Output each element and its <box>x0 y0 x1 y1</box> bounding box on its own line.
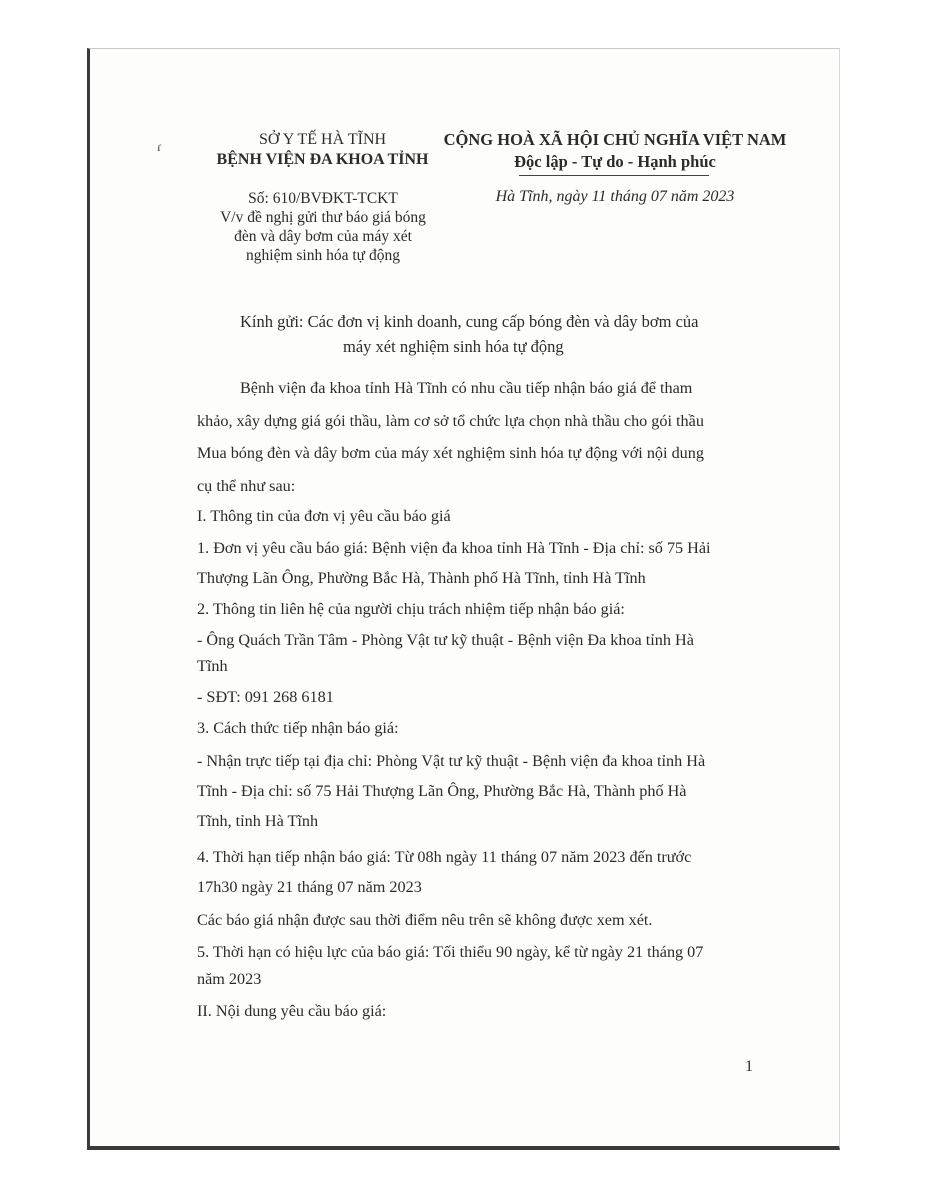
body-line: - Ông Quách Trần Tâm - Phòng Vật tư kỹ thuật - Bệnh viện Đa khoa tỉnh Hà <box>197 631 694 649</box>
national-motto: Độc lập - Tự do - Hạnh phúc <box>514 152 716 171</box>
recipient-block <box>240 309 760 359</box>
subject-line: đèn và dây bơm của máy xét <box>234 228 412 245</box>
agency-header <box>200 130 445 170</box>
intro-line: Bệnh viện đa khoa tỉnh Hà Tĩnh có nhu cầu tiếp nhận báo giá để tham <box>240 379 693 397</box>
body-line: Tĩnh, tỉnh Hà Tĩnh <box>197 812 319 830</box>
body-line: năm 2023 <box>197 970 262 988</box>
intro-line: khảo, xây dựng giá gói thầu, làm cơ sở tổ chức lựa chọn nhà thầu cho gói thầu <box>197 412 704 430</box>
body-line: 17h30 ngày 21 tháng 07 năm 2023 <box>197 878 422 896</box>
document-number: Số: 610/BVĐKT-TCKT <box>248 190 398 207</box>
body-line: Tĩnh - Địa chỉ: số 75 Hải Thượng Lãn Ông, Phường Bắc Hà, Thành phố Hà <box>197 782 687 800</box>
motto-underline <box>519 175 709 176</box>
body-line: 2. Thông tin liên hệ của người chịu trách nhiệm tiếp nhận báo giá: <box>197 600 625 618</box>
document-reference <box>198 189 448 265</box>
intro-line: cụ thể như sau: <box>197 477 296 495</box>
body-line: 5. Thời hạn có hiệu lực của báo giá: Tối thiểu 90 ngày, kể từ ngày 21 tháng 07 <box>197 943 704 961</box>
department-name: SỞ Y TẾ HÀ TĨNH <box>258 131 387 148</box>
section-heading: I. Thông tin của đơn vị yêu cầu báo giá <box>197 507 451 525</box>
hospital-name: BỆNH VIỆN ĐA KHOA TỈNH <box>216 151 429 168</box>
intro-line: Mua bóng đèn và dây bơm của máy xét nghiệm sinh hóa tự động với nội dung <box>197 444 704 462</box>
body-line: Các báo giá nhận được sau thời điểm nêu trên sẽ không được xem xét. <box>197 911 653 929</box>
handwritten-tick-mark: ɾ <box>157 140 162 155</box>
recipient-line: máy xét nghiệm sinh hóa tự động <box>343 337 564 356</box>
phone-line: - SĐT: 091 268 6181 <box>197 688 334 706</box>
body-line: Thượng Lãn Ông, Phường Bắc Hà, Thành phố Hà Tĩnh, tỉnh Hà Tĩnh <box>197 569 646 587</box>
subject-line: nghiệm sinh hóa tự động <box>246 247 400 264</box>
body-line: Tĩnh <box>197 657 228 675</box>
body-line: 1. Đơn vị yêu cầu báo giá: Bệnh viện đa khoa tỉnh Hà Tĩnh - Địa chỉ: số 75 Hải <box>197 539 711 557</box>
body-line: 4. Thời hạn tiếp nhận báo giá: Từ 08h ngày 11 tháng 07 năm 2023 đến trước <box>197 848 692 866</box>
page-number: 1 <box>745 1058 753 1075</box>
section-heading: II. Nội dung yêu cầu báo giá: <box>197 1002 387 1020</box>
body-line: 3. Cách thức tiếp nhận báo giá: <box>197 719 399 737</box>
national-title: CỘNG HOÀ XÃ HỘI CHỦ NGHĨA VIỆT NAM <box>443 130 787 149</box>
body-line: - Nhận trực tiếp tại địa chỉ: Phòng Vật tư kỹ thuật - Bệnh viện đa khoa tỉnh Hà <box>197 752 706 770</box>
subject-line: V/v đề nghị gửi thư báo giá bóng <box>220 209 426 226</box>
recipient-line: Kính gửi: Các đơn vị kinh doanh, cung cấp bóng đèn và dây bơm của <box>240 312 699 331</box>
document-date: Hà Tĩnh, ngày 11 tháng 07 năm 2023 <box>495 188 735 205</box>
